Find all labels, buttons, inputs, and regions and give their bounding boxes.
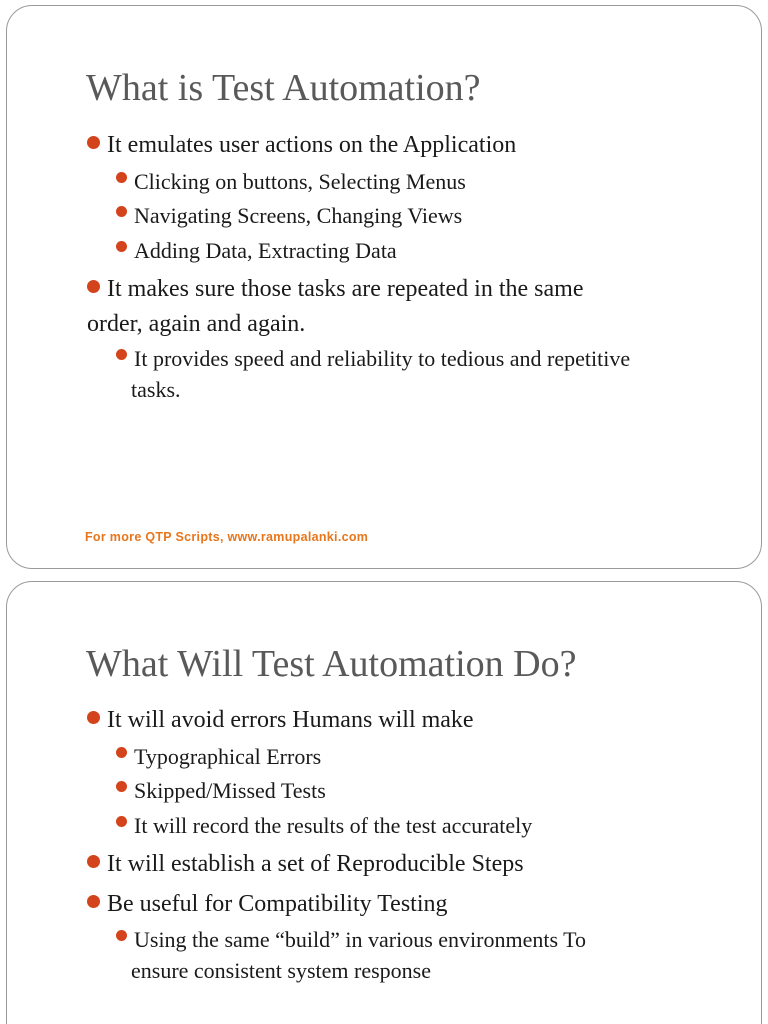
sub-bullet-item xyxy=(134,741,734,772)
bullet-text: Adding Data, Extracting Data xyxy=(134,238,397,263)
bullet-text-line-1: It makes sure those tasks are repeated in the same xyxy=(107,276,584,302)
bullet-text: It will record the results of the test accurately xyxy=(134,813,533,838)
bullet-dot-icon xyxy=(116,206,127,217)
slide-what-is-test-automation xyxy=(6,5,762,569)
sub-bullet-item xyxy=(131,924,734,986)
sub-bullet-item xyxy=(131,343,734,405)
bullet-dot-icon xyxy=(87,136,100,149)
bullet-dot-icon xyxy=(87,280,100,293)
bullet-item xyxy=(107,128,707,163)
bullet-dot-icon xyxy=(116,172,127,183)
bullet-text-line-2: ensure consistent system response xyxy=(131,958,431,983)
bullet-text: Typographical Errors xyxy=(134,744,322,769)
bullet-dot-icon xyxy=(116,930,127,941)
bullet-dot-icon xyxy=(116,747,127,758)
bullet-item xyxy=(87,272,707,342)
bullet-text: Navigating Screens, Changing Views xyxy=(134,203,463,228)
sub-bullet-item xyxy=(134,810,734,841)
sub-bullet-item xyxy=(134,166,734,197)
sub-bullet-item xyxy=(134,775,734,806)
bullet-text-line-2: tasks. xyxy=(131,377,181,402)
bullet-text-line-1: It provides speed and reliability to tedious and repetitive xyxy=(134,346,631,371)
sub-bullet-item xyxy=(134,200,734,231)
bullet-dot-icon xyxy=(116,241,127,252)
bullet-text: Skipped/Missed Tests xyxy=(134,778,326,803)
bullet-text: Be useful for Compatibility Testing xyxy=(107,891,448,917)
bullet-dot-icon xyxy=(87,895,100,908)
bullet-text-line-2: order, again and again. xyxy=(87,311,306,337)
bullet-dot-icon xyxy=(116,816,127,827)
bullet-text: It emulates user actions on the Application xyxy=(107,132,517,158)
footer-credit: For more QTP Scripts, www.ramupalanki.com xyxy=(85,530,369,544)
bullet-item xyxy=(107,887,707,922)
bullet-text: It will establish a set of Reproducible Steps xyxy=(107,851,524,877)
bullet-item xyxy=(107,847,707,882)
bullet-text: It will avoid errors Humans will make xyxy=(107,707,474,733)
bullet-dot-icon xyxy=(87,711,100,724)
sub-bullet-item xyxy=(134,235,734,266)
bullet-dot-icon xyxy=(87,855,100,868)
bullet-text: Clicking on buttons, Selecting Menus xyxy=(134,169,466,194)
bullet-text-line-1: Using the same “build” in various environments To xyxy=(134,927,587,952)
bullet-dot-icon xyxy=(116,349,127,360)
slide-title: What Will Test Automation Do? xyxy=(86,643,577,685)
slide-title: What is Test Automation? xyxy=(86,67,481,109)
slide-what-will-test-automation-do xyxy=(6,581,762,1024)
bullet-dot-icon xyxy=(116,781,127,792)
bullet-item xyxy=(107,703,707,738)
